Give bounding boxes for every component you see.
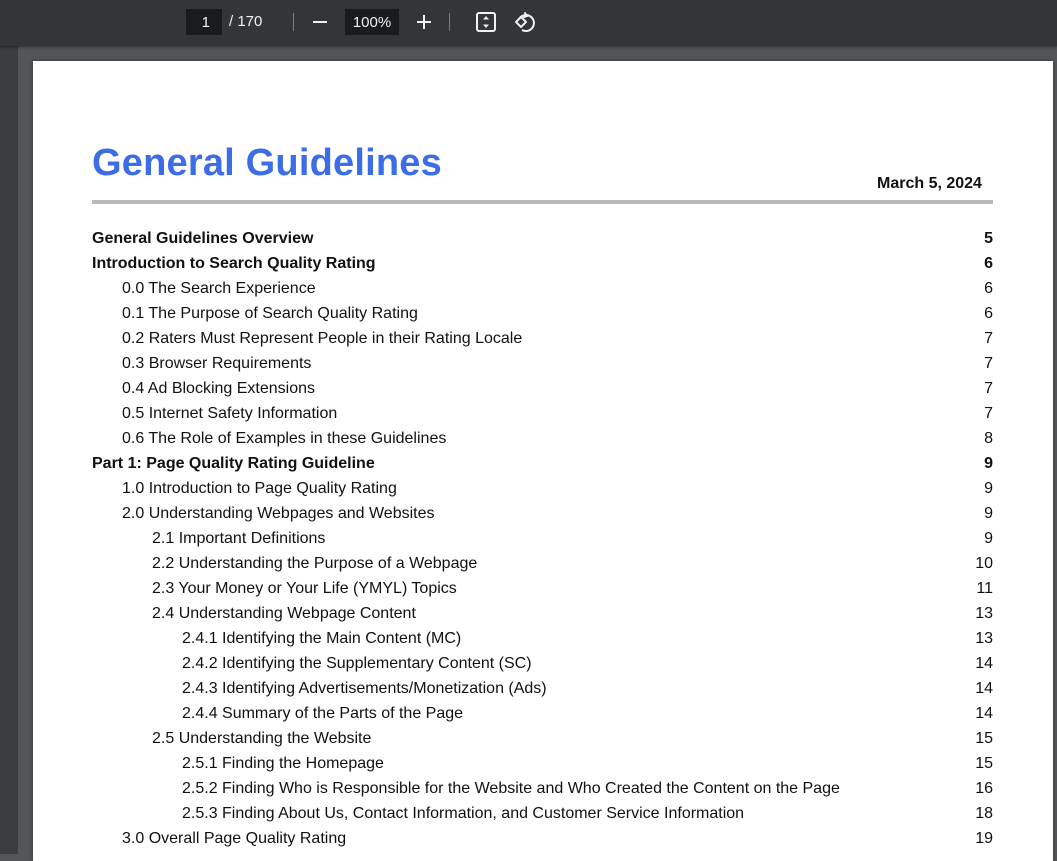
zoom-in-button[interactable]	[410, 8, 438, 36]
toc-entry-title: Part 1: Page Quality Rating Guideline	[92, 455, 375, 472]
toc-entry-page: 14	[975, 680, 993, 697]
toc-entry-page: 11	[976, 580, 993, 597]
toc-entry[interactable]	[33, 777, 1053, 802]
toc-entry-title: 2.4.2 Identifying the Supplementary Content (SC)	[182, 655, 532, 672]
toc-entry-page: 18	[975, 805, 993, 822]
toc-entry[interactable]	[33, 327, 1053, 352]
toc-entry[interactable]	[33, 502, 1053, 527]
toc-entry-title: 2.1 Important Definitions	[152, 530, 326, 547]
toc-entry[interactable]	[33, 677, 1053, 702]
toc-entry-page: 6	[984, 255, 993, 272]
fit-page-icon	[475, 11, 497, 33]
rotate-button[interactable]	[511, 8, 539, 36]
toc-entry-title: 2.5.2 Finding Who is Responsible for the Website and Who Created the Content on the Page	[182, 780, 840, 797]
toc-entry-page: 14	[975, 705, 993, 722]
toc-entry-page: 16	[975, 780, 993, 797]
toc-entry-page: 6	[984, 305, 993, 322]
document-title: General Guidelines	[92, 142, 442, 184]
toc-entry-page: 7	[984, 330, 993, 347]
page-number-input[interactable]	[186, 9, 222, 35]
title-divider	[92, 200, 993, 204]
toc-entry-page: 7	[984, 355, 993, 372]
toc-entry[interactable]	[33, 727, 1053, 752]
toc-entry-page: 15	[975, 730, 993, 747]
toc-entry-page: 9	[984, 505, 993, 522]
toc-entry-title: General Guidelines Overview	[92, 230, 314, 247]
toc-entry-page: 14	[975, 655, 993, 672]
toc-entry[interactable]	[33, 402, 1053, 427]
toolbar-divider	[449, 13, 450, 31]
toc-entry-title: 0.0 The Search Experience	[122, 280, 316, 297]
rotate-icon	[513, 10, 537, 34]
toc-entry-title: 0.5 Internet Safety Information	[122, 405, 338, 422]
toc-entry-title: 2.0 Understanding Webpages and Websites	[122, 505, 435, 522]
toc-entry-title: Introduction to Search Quality Rating	[92, 255, 376, 272]
toc-entry[interactable]	[33, 427, 1053, 452]
toc-entry[interactable]	[33, 602, 1053, 627]
toc-entry-page: 9	[984, 480, 993, 497]
toc-entry-page: 5	[984, 230, 993, 247]
toc-entry[interactable]	[33, 302, 1053, 327]
pdf-toolbar	[0, 0, 1057, 46]
toc-entry-title: 2.4 Understanding Webpage Content	[152, 605, 416, 622]
toc-entry-page: 13	[975, 605, 993, 622]
toc-entry[interactable]	[33, 627, 1053, 652]
toc-entry[interactable]	[33, 702, 1053, 727]
toc-entry-title: 2.5 Understanding the Website	[152, 730, 372, 747]
toc-entry[interactable]	[33, 652, 1053, 677]
toc-entry[interactable]	[33, 277, 1053, 302]
toc-entry[interactable]	[33, 527, 1053, 552]
toc-entry[interactable]	[33, 577, 1053, 602]
toc-entry-page: 13	[975, 630, 993, 647]
toc-entry-title: 2.5.1 Finding the Homepage	[182, 755, 384, 772]
toc-entry-title: 2.4.1 Identifying the Main Content (MC)	[182, 630, 462, 647]
toc-entry-title: 0.6 The Role of Examples in these Guidelines	[122, 430, 447, 447]
toc-entry-title: 2.3 Your Money or Your Life (YMYL) Topics	[152, 580, 457, 597]
fit-page-button[interactable]	[472, 8, 500, 36]
toc-entry-title: 2.5.3 Finding About Us, Contact Information, and Customer Service Information	[182, 805, 745, 822]
toc-entry[interactable]	[33, 252, 1053, 277]
toc-entry-page: 6	[984, 280, 993, 297]
toc-entry-title: 0.4 Ad Blocking Extensions	[122, 380, 316, 397]
pdf-page	[33, 61, 1053, 861]
toc-entry[interactable]	[33, 477, 1053, 502]
toc-entry-page: 8	[984, 430, 993, 447]
minus-icon	[312, 14, 328, 30]
toc-entry-title: 2.4.4 Summary of the Parts of the Page	[182, 705, 464, 722]
toc-entry[interactable]	[33, 452, 1053, 477]
toc-entry[interactable]	[33, 377, 1053, 402]
toc-entry[interactable]	[33, 802, 1053, 827]
toc-entry-page: 9	[984, 530, 993, 547]
toc-entry[interactable]	[33, 227, 1053, 252]
toc-entry[interactable]	[33, 827, 1053, 852]
toc-entry-page: 19	[975, 830, 993, 847]
toc-entry-title: 0.2 Raters Must Represent People in their Rating Locale	[122, 330, 523, 347]
toc-entry[interactable]	[33, 352, 1053, 377]
toc-entry-page: 9	[984, 455, 993, 472]
plus-icon	[416, 14, 432, 30]
toc-entry-title: 0.1 The Purpose of Search Quality Rating	[122, 305, 418, 322]
toc-entry-page: 7	[984, 380, 993, 397]
toolbar-divider	[293, 13, 294, 31]
page-total: / 170	[229, 13, 263, 30]
toc-entry-page: 7	[984, 405, 993, 422]
toc-entry[interactable]	[33, 752, 1053, 777]
toc-entry-title: 3.0 Overall Page Quality Rating	[122, 830, 347, 847]
zoom-level-value: 100%	[352, 13, 392, 31]
toc-entry-title: 0.3 Browser Requirements	[122, 355, 312, 372]
toc-entry-title: 2.4.3 Identifying Advertisements/Monetization (Ads)	[182, 680, 547, 697]
toc-entry-page: 15	[975, 755, 993, 772]
table-of-contents	[33, 227, 1053, 852]
sidebar-edge	[0, 46, 18, 854]
zoom-out-button[interactable]	[306, 8, 334, 36]
zoom-level-input[interactable]	[345, 9, 399, 35]
toc-entry[interactable]	[33, 552, 1053, 577]
toc-entry-title: 1.0 Introduction to Page Quality Rating	[122, 480, 397, 497]
document-date: March 5, 2024	[877, 175, 982, 192]
toc-entry-title: 2.2 Understanding the Purpose of a Webpage	[152, 555, 478, 572]
toc-entry-page: 10	[975, 555, 993, 572]
